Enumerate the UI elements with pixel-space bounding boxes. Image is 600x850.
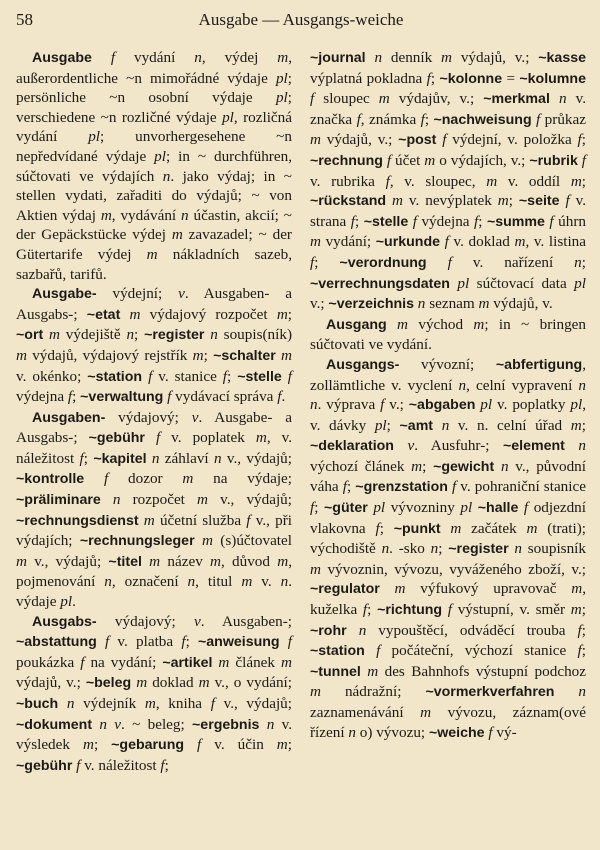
page-header: [16, 10, 586, 32]
running-head: Ausgabe — Ausgangs-weiche: [198, 10, 404, 29]
page-number: 58: [16, 10, 33, 29]
left-column: [16, 48, 292, 776]
dictionary-entry: Ausgabs- výdajový; v. Ausgaben-; ~abstattung f v. platba f; ~anweisung f poukázka f na vydání; ~artikel m článek m výdajů, v.; ~beleg m doklad m v., o vydání; ~buch n výdejník m, kniha f v., výdajů; ~dokument n v. ~ beleg; ~ergebnis n v. výsledek m; ~gebarung f v. účin m; ~gebühr f v. náležitost f;: [16, 612, 293, 774]
dictionary-entry: Ausgangs- vývozní; ~abfertigung, zollämtliche v. vyclení n, celní vypravení n n. výprava f v.; ~abgaben pl v. poplatky pl, v. dávky pl; ~amt n v. n. celní úřad m; ~deklaration v. Ausfuhr-; ~element n výchozí článek m; ~gewicht n v., původní váha f; ~grenzstation f v. pohraniční stanice f; ~güter pl vývozniny pl ~halle f odjezdní vlakovna f; ~punkt m začátek m (trati); východiště n. -sko n; ~register n soupisník m vývoznin, vývozu, vyváženého zboží, v.; ~regulator m výfukový upravovač m, kuželka f; ~richtung f výstupní, v. směr m; ~rohr n vypouštěcí, odváděcí trouba f; ~station f počáteční, výchozí stanice f; ~tunnel m des Bahnhofs výstupní podchoz m nádražní; ~vormerkverfahren n zaznamenávání m vývozu, záznam(ové řízení n o) vývozu; ~weiche f vý-: [310, 355, 587, 741]
dictionary-entry: Ausgabe- výdejní; v. Ausgaben- a Ausgabs-; ~etat m výdajový rozpočet m; ~ort m výdejiště n; ~register n soupis(ník) m výdajů, výdajový rejstřík m; ~schalter m v. okénko; ~station f v. stanice f; ~stelle f výdejna f; ~verwaltung f vydávací správa f.: [16, 285, 293, 406]
text-columns: [16, 48, 586, 776]
right-column: [310, 48, 586, 776]
dictionary-entry: Ausgaben- výdajový; v. Ausgabe- a Ausgabs-; ~gebühr f v. poplatek m, v. náležitost f; ~kapitel n záhlaví n v., výdajů; ~kontrolle f dozor m na výdaje; ~präliminare n rozpočet m v., výdajů; ~rechnungsdienst m účetní služba f v., při výdajích; ~rechnungsleger m (s)účtovatel m v., výdajů; ~titel m název m, důvod m, pojmenování n, označení n, titul m v. n. výdaje pl.: [16, 408, 293, 611]
dictionary-entry: Ausgabe f vydání n, výdej m, außerordentliche ~n mimořádné výdaje pl; persönliche ~n osobní výdaje pl; verschiedene ~n rozličné výdaje pl, rozličná vydání pl; unvorhergesehene ~n nepředvídané výdaje pl; in ~ durchführen, súčtovati ve výdajích n. jako výdaj; in ~ stellen vydati, zařaditi do výdajů; ~ von Aktien výdaj m, vydávání n účastin, akcií; ~ der Gepäckstücke výdej m zavazadel; ~ der Gütertarife výdej m nákladních sazeb, sazbařů, tarifů.: [16, 49, 293, 283]
dictionary-entry: Ausgang m východ m; in ~ bringen súčtovati ve vydání.: [310, 315, 586, 354]
dictionary-entry: ~journal n denník m výdajů, v.; ~kasse výplatná pokladna f; ~kolonne = ~kolumne f sloupec m výdajův, v.; ~merkmal n v. značka f, známka f; ~nachweisung f průkaz m výdajů, v.; ~post f výdejní, v. položka f; ~rechnung f účet m o výdajích, v.; ~rubrik f v. rubrika f, v. sloupec, m v. oddíl m; ~rückstand m v. nevýplatek m; ~seite f v. strana f; ~stelle f výdejna f; ~summe f úhrn m vydání; ~urkunde f v. doklad m, v. listina f; ~verordnung f v. nařízení n; ~verrechnungsdaten pl súčtovací data pl v.; ~verzeichnis n seznam m výdajů, v.: [310, 49, 587, 313]
